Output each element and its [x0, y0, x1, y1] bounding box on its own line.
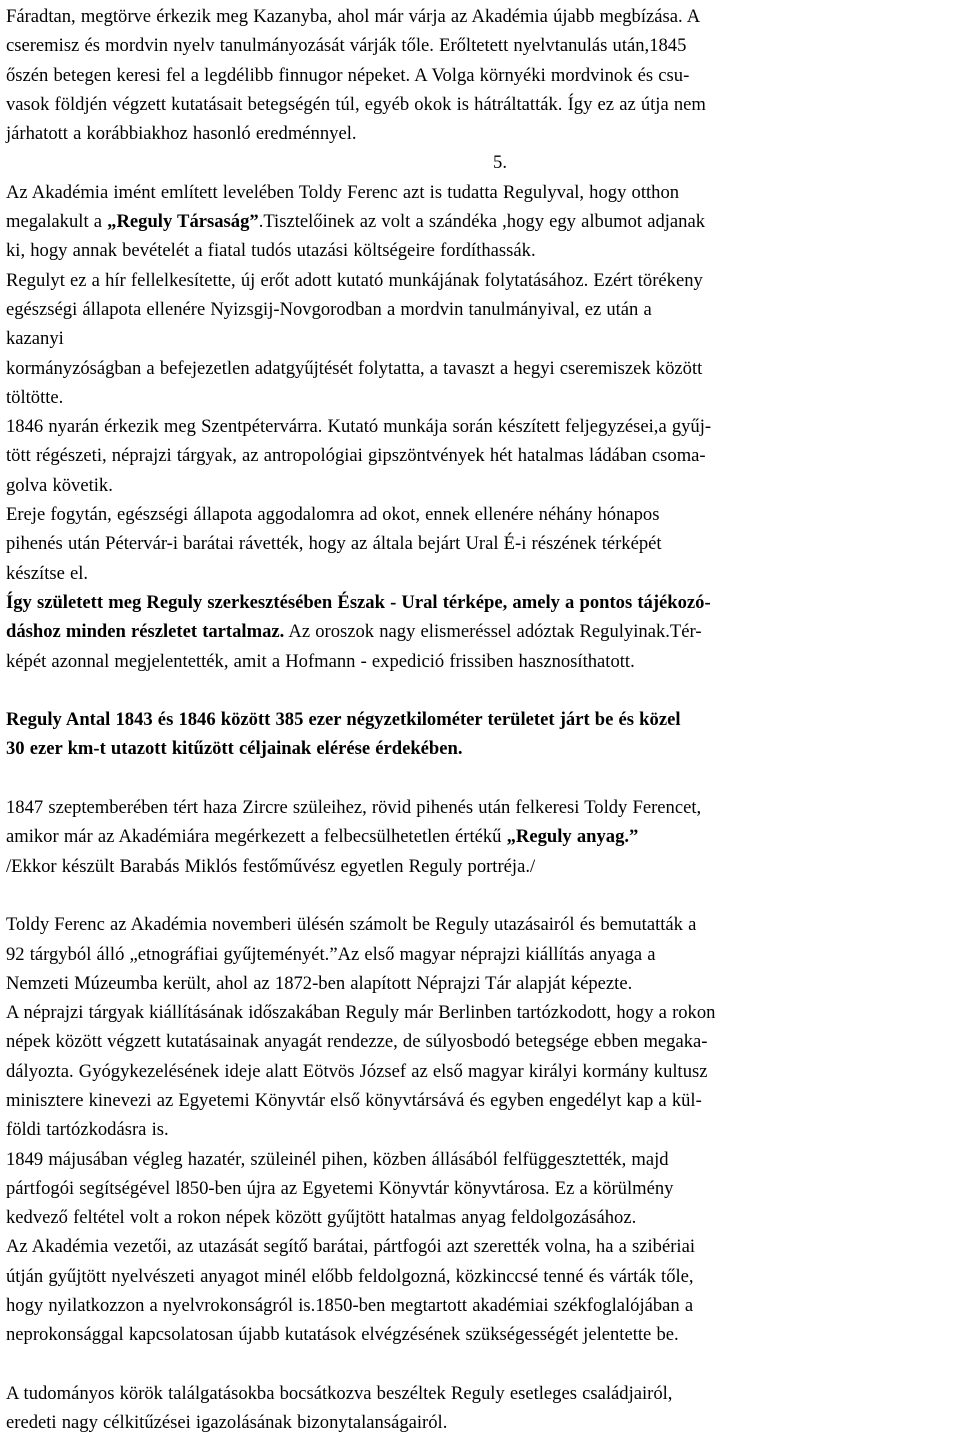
text-line: dályozta. Gyógykezelésének ideje alatt Eötvös József az első magyar királyi kormány kultusz	[6, 1060, 708, 1082]
text-line: útján gyűjtött nyelvészeti anyagot minél előbb feldolgozná, közkinccsé tenné és várták tőle,	[6, 1265, 694, 1287]
summary-bold: Reguly Antal 1843 és 1846 között 385 ezer négyzetkilométer területet járt be és közel	[6, 709, 681, 731]
text-line: hogy nyilatkozzon a nyelvrokonságról is.1850-ben megtartott akadémiai székfoglalójában a	[6, 1295, 694, 1317]
reguly-tarsasag-bold: „Reguly Társaság”	[107, 211, 259, 233]
text-line: A tudományos körök találgatásokba bocsátkozva beszéltek Reguly esetleges családjairól,	[6, 1382, 673, 1404]
text-line: kedvező feltétel volt a rokon népek között gyűjtött hatalmas anyag feldolgozásához.	[6, 1207, 637, 1229]
text-run: amikor már az Akadémiára megérkezett a felbecsülhetetlen értékű	[6, 826, 507, 848]
text-line	[6, 617, 952, 646]
text-run: Az oroszok nagy elismeréssel adóztak Regulyinak.Tér-	[284, 621, 702, 643]
text-line: A néprajzi tárgyak kiállításának időszakában Reguly már Berlinben tartózkodott, hogy a rokon	[6, 1002, 716, 1024]
text-line: képét azonnal megjelentették, amit a Hofmann - expedició frissiben hasznosíthatott.	[6, 650, 635, 672]
text-line	[6, 588, 952, 617]
text-line: Nemzeti Múzeumba került, ahol az 1872-ben alapított Néprajzi Tár alapját képezte.	[6, 972, 633, 994]
paragraph-gap	[6, 881, 952, 910]
text-run: megalakult a	[6, 211, 108, 233]
text-run: 1846 nyarán érkezik meg Szentpétervárra.	[6, 416, 323, 438]
text-line: töltötte.	[6, 386, 64, 408]
text-run: Ezért törékeny	[588, 269, 703, 291]
section-number: 5.	[493, 152, 507, 174]
text-line: 1847 szeptemberében tért haza Zircre szüleihez, rövid pihenés után felkeresi Toldy Ferencet,	[6, 797, 702, 819]
text-run: Regulyt ez a hír fellelkesítette, új erőt adott kutató munkájának folytatásához.	[6, 269, 589, 291]
text-line	[6, 412, 952, 441]
text-line: kazanyi	[6, 328, 64, 350]
summary-bold: 30 ezer km-t utazott kitűzött céljainak elérése érdekében.	[6, 738, 463, 760]
paragraph-gap	[6, 764, 952, 793]
text-line: Az Akadémia imént említett levelében Toldy Ferenc azt is tudatta Regulyval, hogy otthon	[6, 181, 680, 203]
text-line	[6, 822, 952, 851]
text-line: népek között végzett kutatásainak anyagát rendezze, de súlyosbodó betegsége ebben megaka-	[6, 1031, 708, 1053]
text-line	[6, 266, 952, 295]
reguly-anyag-bold: „Reguly anyag.”	[506, 826, 639, 848]
text-line	[6, 705, 952, 734]
text-line: vasok földjén végzett kutatásait betegségén túl, egyéb okok is hátráltatták. Így ez az útja nem	[6, 93, 706, 115]
text-line: egészségi állapota ellenére Nyizsgij-Novgorodban a mordvin tanulmányival, ez után a	[6, 298, 652, 320]
text-line: Toldy Ferenc az Akadémia novemberi ülésén számolt be Reguly utazásairól és bemutatták a	[6, 914, 697, 936]
text-line: kormányzóságban a befejezetlen adatgyűjtését folytatta, a tavaszt a hegyi cseremiszek között	[6, 357, 703, 379]
text-line: őszén betegen keresi fel a legdélibb finnugor népeket. A Volga környéki mordvinok és csu-	[6, 64, 690, 86]
text-line: pihenés után Pétervár-i barátai rávették, hogy az általa bejárt Ural É-i részének térképét	[6, 533, 662, 555]
text-line: 1849 májusában végleg hazatér, szüleinél pihen, közben állásából felfüggesztették, majd	[6, 1148, 669, 1170]
text-run: .Tisztelőinek az volt a szándéka ,hogy egy albumot adjanak	[258, 211, 706, 233]
text-line: ki, hogy annak bevételét a fiatal tudós utazási költségeire fordíthassák.	[6, 240, 536, 262]
text-line: járhatott a korábbiakhoz hasonló eredménnyel.	[6, 123, 357, 145]
map-statement-bold: dáshoz minden részletet tartalmaz.	[6, 621, 285, 643]
text-line	[6, 207, 952, 236]
text-line: Az Akadémia vezetői, az utazását segítő barátai, pártfogói azt szerették volna, ha a szibériai	[6, 1236, 695, 1258]
text-line: eredeti nagy célkitűzései igazolásának bizonytalanságairól.	[6, 1412, 448, 1434]
text-line	[6, 734, 952, 763]
text-line: tött régészeti, néprajzi tárgyak, az antropológiai gipszöntvények hét hatalmas ládában csoma-	[6, 445, 706, 467]
map-statement-bold: Így született meg Reguly szerkesztésében Észak - Ural térképe, amely a pontos tájékozó-	[6, 591, 711, 613]
text-line: Fáradtan, megtörve érkezik meg Kazanyba, ahol már várja az Akadémia újabb megbízása. A	[6, 6, 701, 27]
text-line: Ereje fogytán, egészségi állapota aggodalomra ad okot, ennek ellenére néhány hónapos	[6, 504, 660, 526]
text-line: cseremisz és mordvin nyelv tanulmányozását várják tőle. Erőltetett nyelvtanulás után,1845	[6, 35, 687, 57]
text-line: /Ekkor készült Barabás Miklós festőművész egyetlen Reguly portréja./	[6, 855, 536, 877]
text-line: neprokonsággal kapcsolatosan újabb kutatások elvégzésének szükségességét jelentette be.	[6, 1324, 679, 1346]
paragraph-gap	[6, 1350, 952, 1379]
text-line: 92 tárgyból álló „etnográfiai gyűjteményét.”Az első magyar néprajzi kiállítás anyaga a	[6, 943, 656, 965]
text-run: Kutató munkája során készített feljegyzései,a gyűj-	[322, 416, 712, 438]
paragraph-gap	[6, 676, 952, 705]
text-line: minisztere kinevezi az Egyetemi Könyvtár első könyvtársává és egyben engedélyt kap a kül-	[6, 1089, 702, 1111]
text-line: pártfogói segítségével l850-ben újra az Egyetemi Könyvtár könyvtárosa. Ez a körülmény	[6, 1177, 674, 1199]
text-line: készítse el.	[6, 562, 89, 584]
text-line: golva követik.	[6, 474, 113, 496]
text-line: földi tartózkodásra is.	[6, 1119, 169, 1141]
